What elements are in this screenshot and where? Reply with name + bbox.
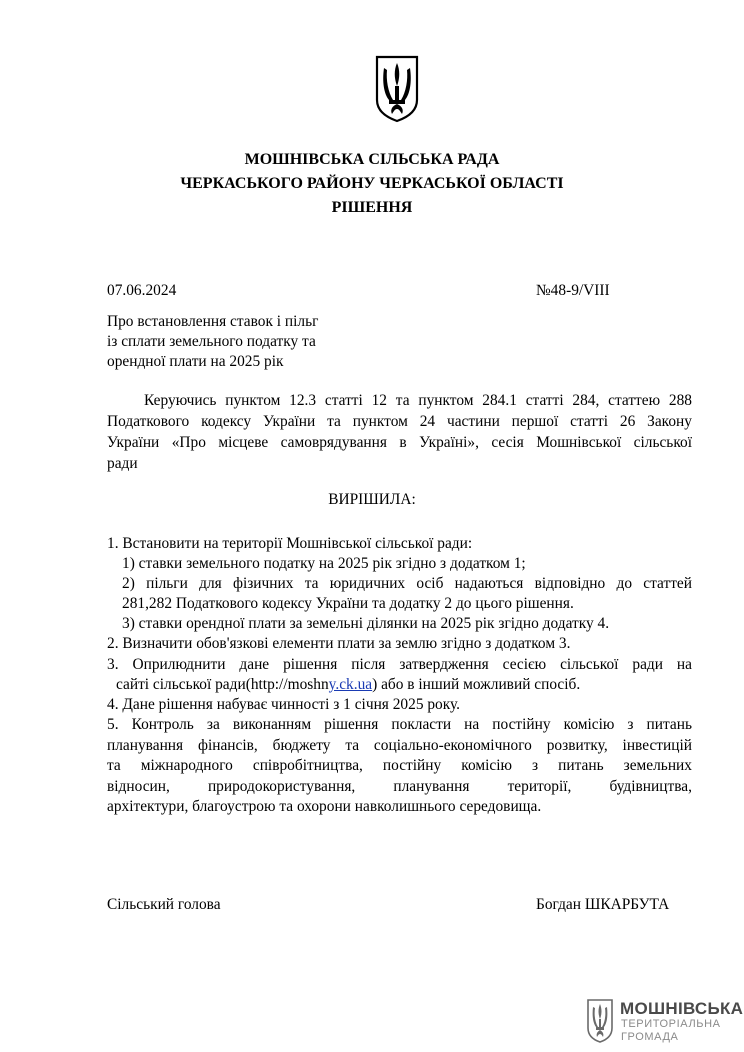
trident-logo-icon [586,998,614,1044]
decision-date: 07.06.2024 [107,282,177,299]
district-title: ЧЕРКАСЬКОГО РАЙОНУ ЧЕРКАСЬКОЇ ОБЛАСТІ [180,175,564,192]
subject-line: Про встановлення ставок і пільг [107,313,319,330]
item-3-cont-text: сайті сільської ради(http://moshn [116,676,329,693]
council-title: МОШНІВСЬКА СІЛЬСЬКА РАДА [244,151,500,168]
item-5-line: відносин, природокористування, планування території, будівництва, [107,778,692,795]
item-1-sub-2: 2) пільги для фізичних та юридичних осіб надаються відповідно до статтей [122,575,692,592]
coat-of-arms-icon [374,54,420,124]
preamble-line: України «Про місцеве самоврядування в Україні», сесія Мошнівської сільської [107,434,692,451]
item-2: 2. Визначити обов'язкові елементи плати за землю згідно з додатком 3. [107,635,571,652]
subject-line: орендної плати на 2025 рік [107,353,284,370]
document-type: РІШЕННЯ [331,199,413,216]
item-3-cont [116,676,580,694]
signature-position: Сільський голова [107,896,221,913]
item-5-line: планування фінансів, бюджету та соціально-економічного розвитку, інвестицій [107,737,692,754]
item-4: 4. Дане рішення набуває чинності з 1 січня 2025 року. [107,696,461,713]
subject-line: із сплати земельного податку та [107,333,316,350]
item-1-sub-3: 3) ставки орендної плати за земельні ділянки на 2025 рік згідно додатку 4. [122,615,610,632]
preamble-line: ради [107,455,138,472]
decision-number: №48-9/VIII [536,282,610,299]
item-1: 1. Встановити на території Мошнівської сільської ради: [107,535,473,552]
item-1-sub-2-cont: 281,282 Податкового кодексу України та додатку 2 до цього рішення. [122,595,574,612]
website-link[interactable]: y.ck.ua [328,676,373,693]
item-5-line: та міжнародного співробітництва, постійну комісію з питань земельних [107,757,692,774]
decided-heading: ВИРІШИЛА: [328,491,416,508]
item-5-line: 5. Контроль за виконанням рішення покласти на постійну комісію з питань [107,716,692,733]
item-1-sub-1: 1) ставки земельного податку на 2025 рік згідно з додатком 1; [122,555,526,572]
watermark-line-2: ТЕРИТОРІАЛЬНА [621,1018,721,1030]
watermark-title: МОШНІВСЬКА [620,999,744,1018]
preamble-line: Керуючись пунктом 12.3 статті 12 та пунктом 284.1 статті 284, статтею 288 [144,392,692,409]
preamble-line: Податкового кодексу України та пунктом 24 частини першої статті 26 Закону [107,413,692,430]
item-5-line: архітектури, благоустрою та охорони навколишнього середовища. [107,798,542,815]
signature-name: Богдан ШКАРБУТА [536,896,670,913]
item-3-cont-end: ) або в інший можливий спосіб. [372,676,581,693]
watermark-line-3: ГРОМАДА [621,1031,679,1043]
item-3: 3. Оприлюднити дане рішення після затвердження сесією сільської ради на [107,656,692,673]
